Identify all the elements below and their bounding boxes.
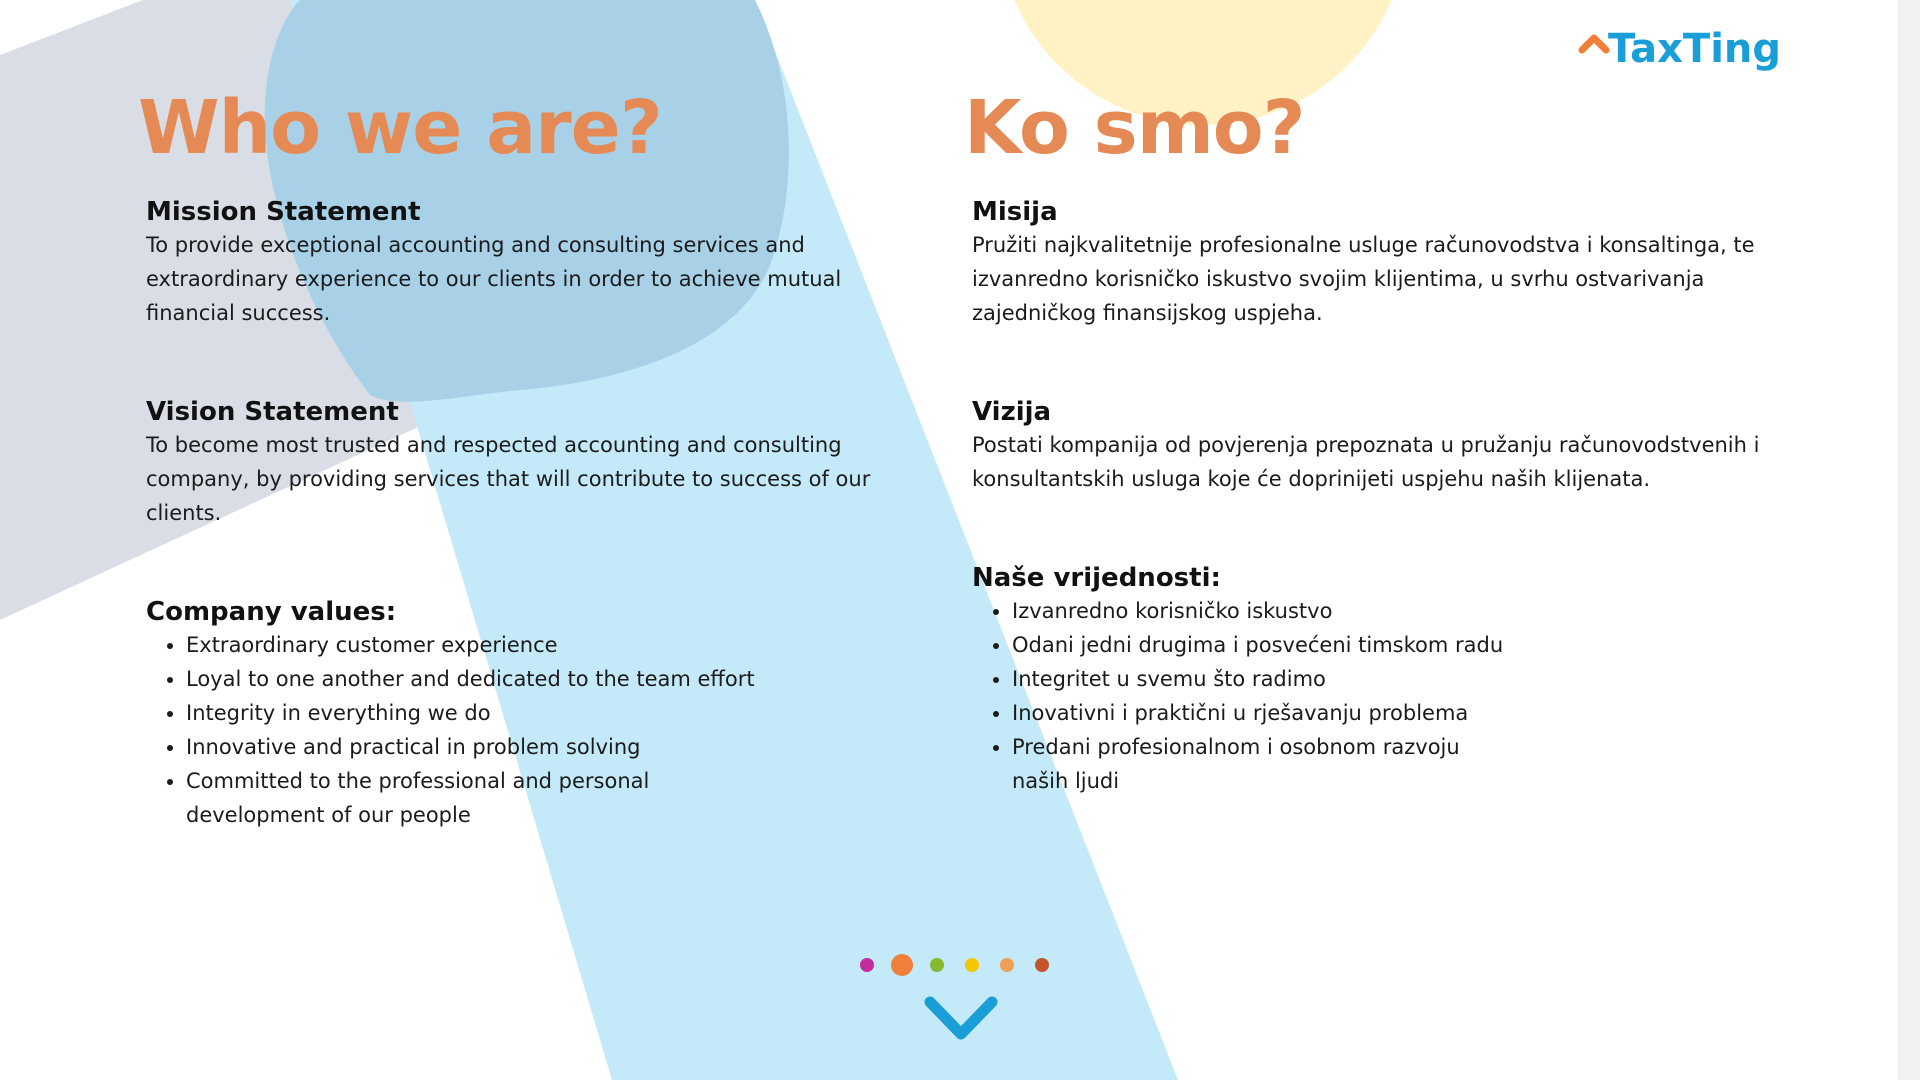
vision-text: To become most trusted and respected accounting and consulting company, by providing services that will contribute to success of our clients. (146, 433, 871, 525)
pagination-dot-2[interactable] (891, 954, 913, 976)
list-item: • Extraordinary customer experience (186, 628, 940, 662)
page-title-english: Who we are? (138, 85, 662, 171)
values-heading: Company values: (146, 597, 397, 627)
taxting-logo[interactable] (1578, 20, 1782, 72)
values-section-bosnian (972, 562, 1766, 798)
pagination-dot-3[interactable] (930, 958, 944, 972)
vision-section-bosnian (972, 396, 1766, 496)
logo-text: TaxTing (1608, 26, 1782, 72)
list-item: • Innovative and practical in problem solving (186, 730, 940, 764)
values-list (146, 628, 940, 832)
vision-section-english (146, 396, 940, 530)
mission-section-bosnian (972, 196, 1766, 330)
list-item: • Predani profesionalnom i osobnom razvoju naših ljudi (1012, 730, 1482, 798)
values-list (972, 594, 1766, 798)
pagination-dot-1[interactable] (860, 958, 874, 972)
page-title-bosnian: Ko smo? (964, 85, 1305, 171)
list-item: • Odani jedni drugima i posvećeni timskom radu (1012, 628, 1766, 662)
pagination-dot-4[interactable] (965, 958, 979, 972)
pagination-dot-6[interactable] (1035, 958, 1049, 972)
chevron-down-icon[interactable] (922, 994, 1000, 1046)
list-item: • Integrity in everything we do (186, 696, 940, 730)
values-section-english (146, 596, 940, 832)
vision-text: Postati kompanija od povjerenja prepoznata u pružanju računovodstvenih i konsultantskih usluga koje će doprinijeti uspjehu naših klijenata. (972, 433, 1760, 491)
logo-caret-icon (1582, 38, 1606, 50)
pagination-dot-5[interactable] (1000, 958, 1014, 972)
list-item: • Integritet u svemu što radimo (1012, 662, 1766, 696)
mission-heading: Mission Statement (146, 197, 421, 227)
mission-text: Pružiti najkvalitetnije profesionalne usluge računovodstva i konsaltinga, te izvanredno korisničko iskustvo svojim klijentima, u svrhu ostvarivanja zajedničkog finansijskog uspjeha. (972, 233, 1755, 325)
mission-section-english (146, 196, 940, 330)
vision-heading: Vision Statement (146, 397, 399, 427)
list-item: • Inovativni i praktični u rješavanju problema (1012, 696, 1766, 730)
english-column (140, 80, 940, 832)
mission-text: To provide exceptional accounting and consulting services and extraordinary experience to our clients in order to achieve mutual financial success. (146, 233, 842, 325)
page-scrollbar[interactable] (1898, 0, 1920, 1080)
list-item: • Izvanredno korisničko iskustvo (1012, 594, 1766, 628)
vision-heading: Vizija (972, 397, 1052, 427)
list-item: • Committed to the professional and personal development of our people (186, 764, 656, 832)
bosnian-column (966, 80, 1766, 798)
values-heading: Naše vrijednosti: (972, 563, 1221, 593)
mission-heading: Misija (972, 197, 1058, 227)
list-item: • Loyal to one another and dedicated to the team effort (186, 662, 940, 696)
slide-pagination (860, 950, 1070, 980)
